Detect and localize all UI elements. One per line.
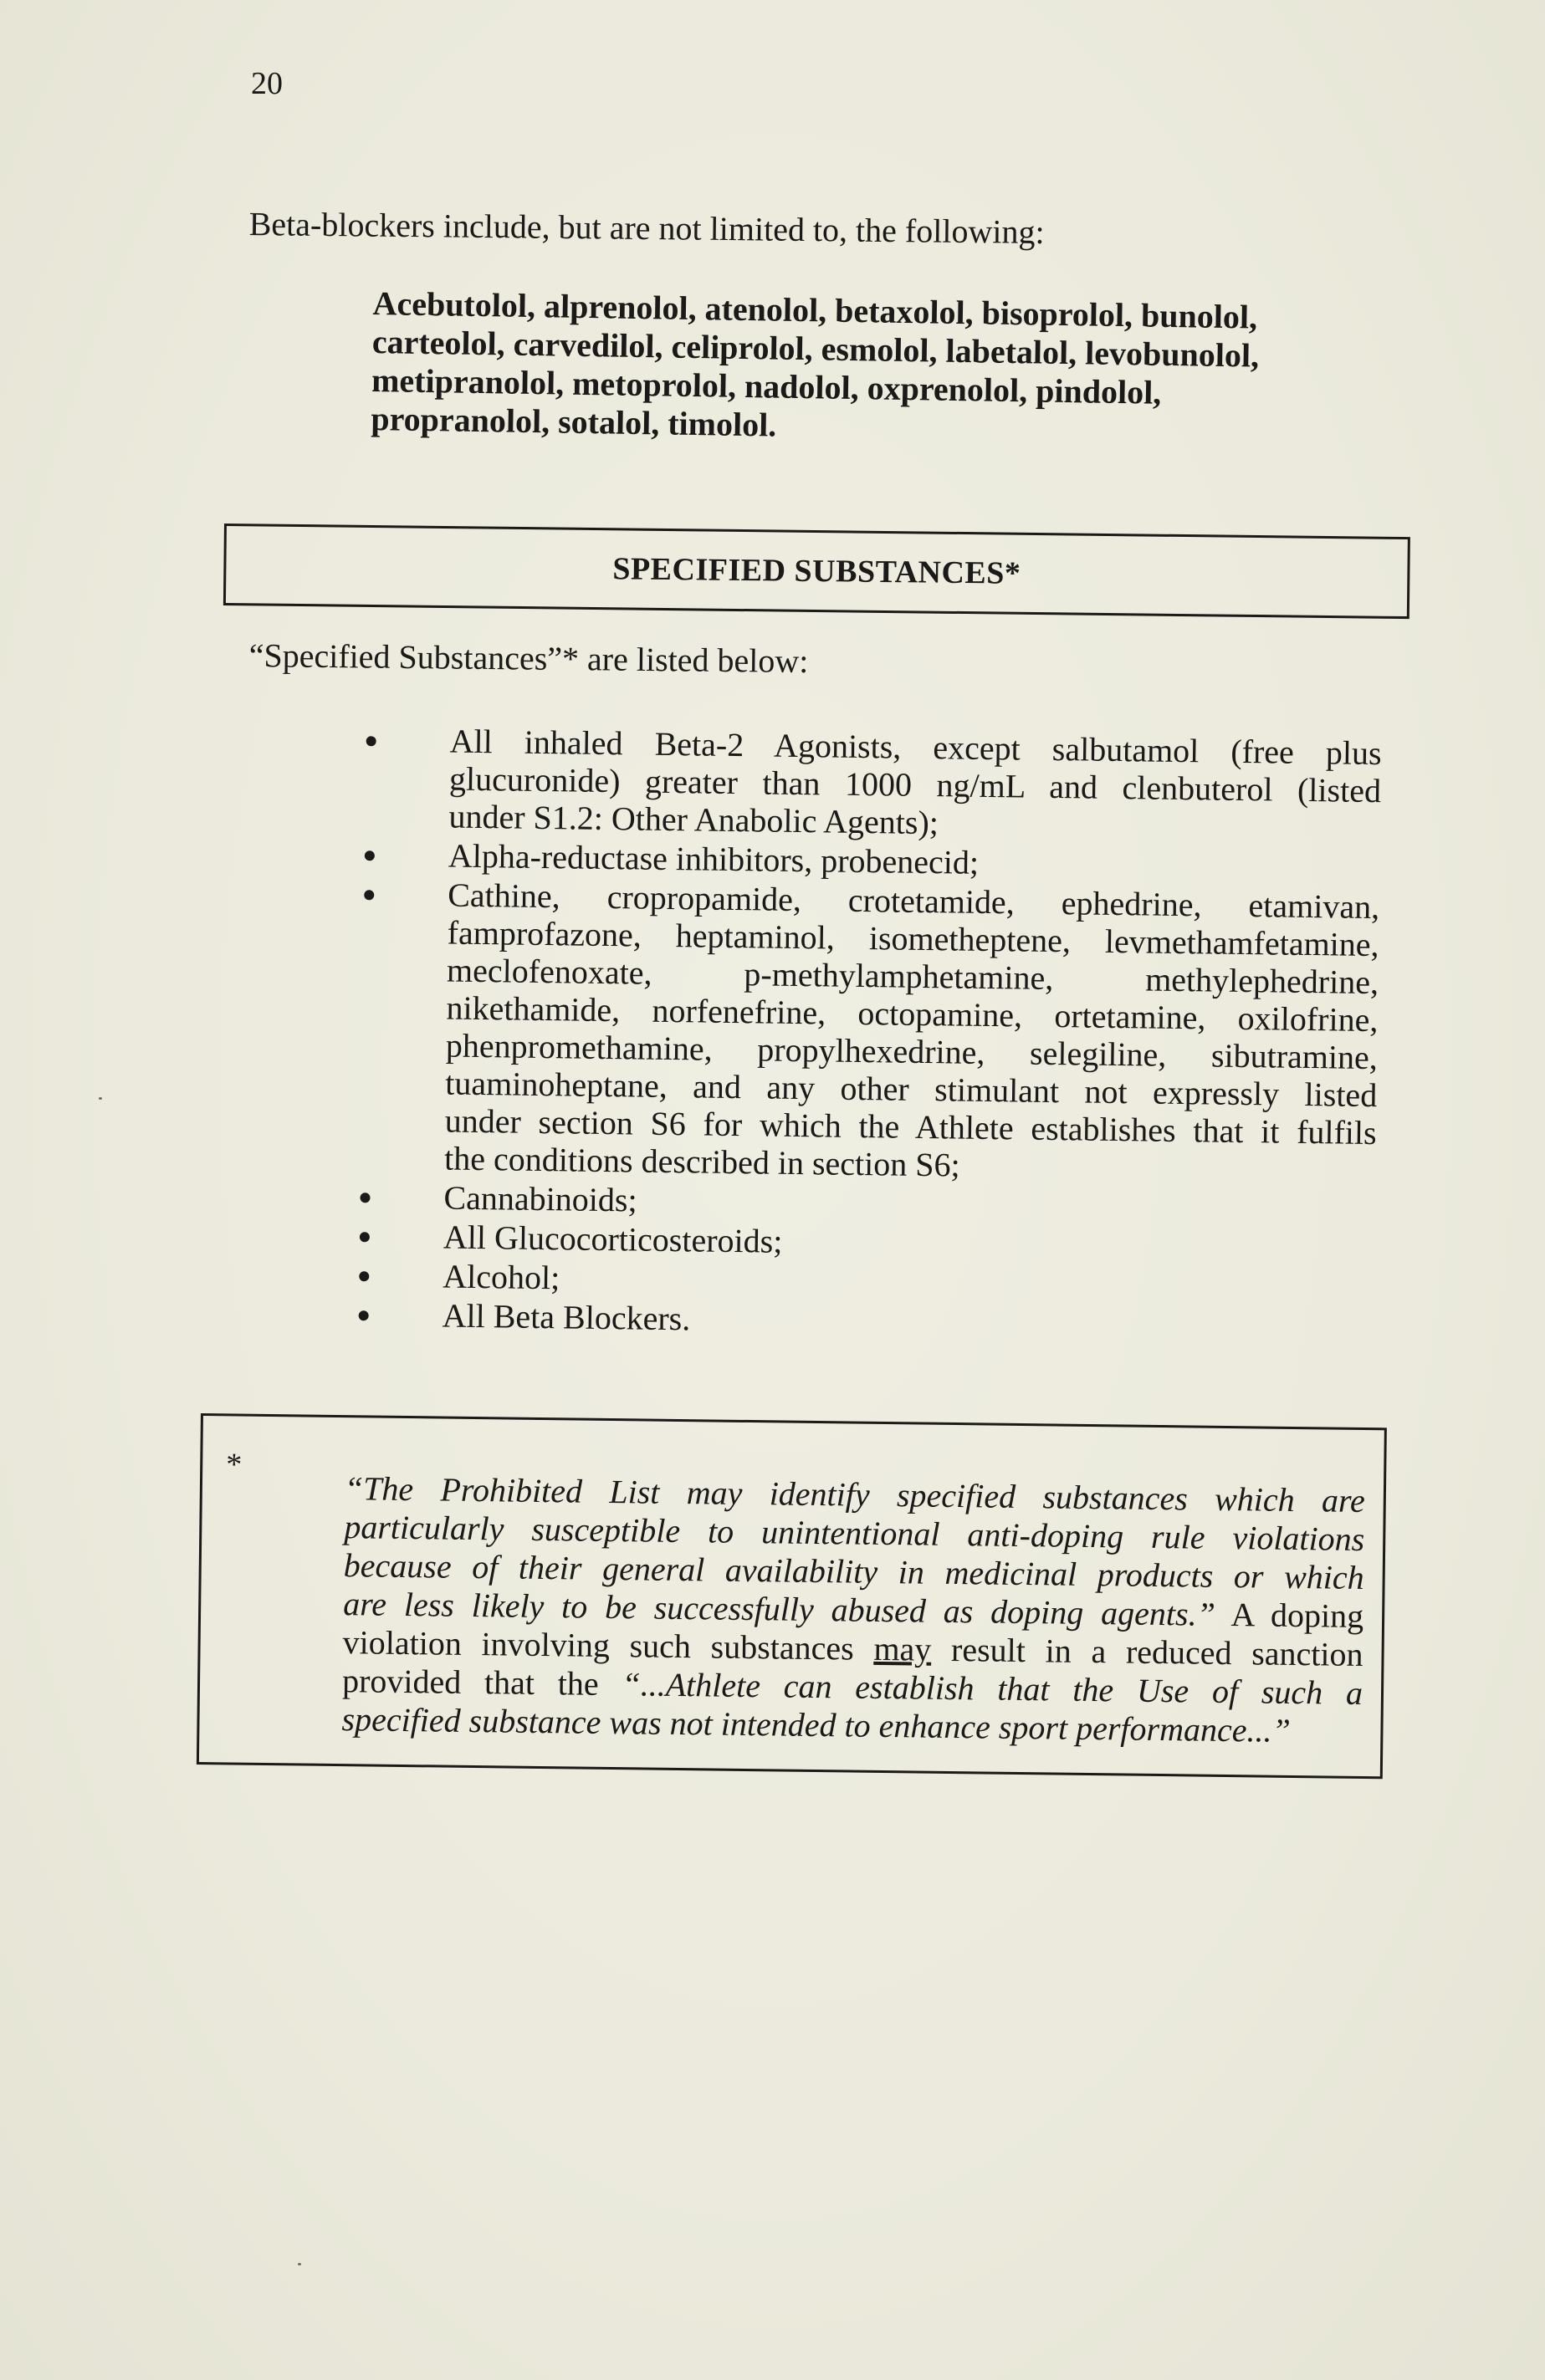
beta-blockers-line: carteolol, carvedilol, celiprolol, esmolol, labetalol, levobunolol, [371, 322, 1260, 375]
footnote-quote-end: are less likely to be successfully abused as doping agents.” [342, 1585, 1216, 1633]
list-item-line: glucuronide) greater than 1000 ng/mL and clenbuterol (listed [448, 759, 1382, 810]
footnote-asterisk: * [225, 1447, 243, 1483]
bullet-icon [365, 850, 375, 861]
list-item-line: Cannabinoids; [443, 1178, 637, 1219]
list-item-line: tuaminoheptane, and any other stimulant not expressly listed [445, 1064, 1378, 1115]
footnote-text [341, 1469, 1365, 1751]
footnote-line: specified substance was not intended to enhance sport performance...” [341, 1700, 1292, 1749]
footnote-line: “The Prohibited List may identify specified substances which are [344, 1469, 1366, 1520]
bullet-icon [364, 890, 374, 900]
bullet-icon [366, 736, 376, 746]
beta-blockers-list [371, 284, 1318, 453]
page-number: 20 [251, 66, 283, 101]
bullet-icon [360, 1232, 370, 1242]
specified-substances-intro: “Specified Substances”* are listed below: [248, 636, 809, 680]
scan-speck [99, 1097, 102, 1100]
list-item [345, 875, 1380, 1189]
footnote-text-run: A doping [1215, 1595, 1364, 1635]
footnote-text-run: provided that the [341, 1662, 622, 1703]
beta-blockers-line: metipranolol, metoprolol, nadolol, oxprenolol, pindolol, [371, 360, 1162, 411]
list-item-line: the conditions described in section S6; [443, 1139, 960, 1184]
list-item-line: Cathine, cropropamide, crotetamide, ephedrine, etamivan, [447, 876, 1380, 927]
beta-blockers-intro: Beta-blockers include, but are not limited to, the following: [248, 204, 1045, 251]
footnote-underlined-word: may [873, 1629, 932, 1668]
list-item-line: All Glucocorticosteroids; [443, 1218, 783, 1260]
footnote-box [197, 1413, 1387, 1779]
footnote-quote-start: “...Athlete can establish that the Use of such a [622, 1665, 1363, 1712]
specified-substances-heading-box [223, 523, 1410, 619]
bullet-icon [360, 1193, 370, 1203]
list-item-line: All inhaled Beta-2 Agonists, except salbutamol (free plus [449, 722, 1382, 773]
list-item-line: under section S6 for which the Athlete establishes that it fulfils [444, 1101, 1377, 1152]
beta-blockers-line: Acebutolol, alprenolol, atenolol, betaxolol, bisoprolol, bunolol, [372, 284, 1258, 336]
list-item-line: nikethamide, norfenefrine, octopamine, ortetamine, oxilofrine, [446, 988, 1379, 1039]
bullet-icon [359, 1310, 369, 1320]
list-item-line: All Beta Blockers. [442, 1296, 691, 1338]
footnote-text-run: violation involving such substances [342, 1623, 874, 1668]
list-item-line: phenpromethamine, propylhexedrine, selegiline, sibutramine, [445, 1026, 1379, 1077]
list-item-line: under S1.2: Other Anabolic Agents); [448, 797, 939, 842]
bullet-icon [359, 1271, 369, 1281]
section-heading: SPECIFIED SUBSTANCES* [612, 551, 1021, 591]
list-item-line: Alpha-reductase inhibitors, probenecid; [448, 836, 980, 881]
list-item-line: famprofazone, heptaminol, isometheptene, levmethamfetamine, [447, 913, 1379, 964]
scan-speck [298, 2263, 301, 2265]
list-item-line: meclofenoxate, p-methylamphetamine, methylephedrine, [446, 951, 1379, 1002]
footnote-line: particularly susceptible to unintentional anti-doping rule violations [344, 1508, 1365, 1559]
footnote-text-run: result in a reduced sanction [931, 1630, 1363, 1673]
list-item [350, 721, 1382, 847]
beta-blockers-line: propranolol, sotalol, timolol. [371, 399, 777, 444]
footnote-line: because of their general availability in medicinal products or which [343, 1546, 1364, 1597]
specified-substances-list [343, 721, 1382, 1348]
list-item-line: Alcohol; [443, 1257, 560, 1297]
